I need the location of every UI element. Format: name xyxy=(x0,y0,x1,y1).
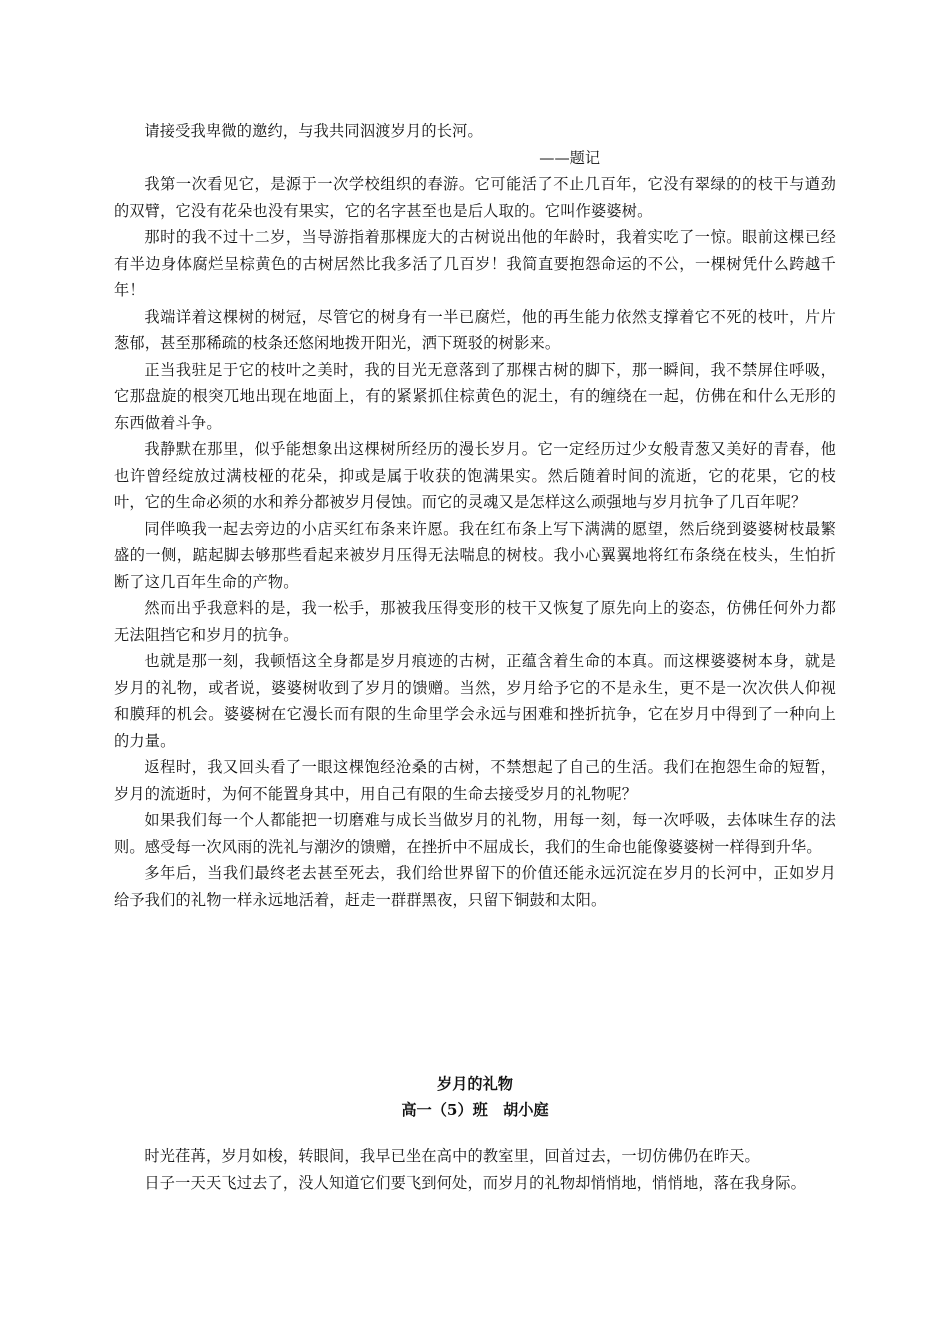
paragraph: 多年后，当我们最终老去甚至死去，我们给世界留下的价值还能永远沉淀在岁月的长河中，正如岁月给予我们的礼物一样永远地活着，赶走一群群黑夜，只留下铜鼓和太阳。 xyxy=(114,864,836,909)
paragraph: 同伴唤我一起去旁边的小店买红布条来许愿。我在红布条上写下满满的愿望，然后绕到婆婆树枝最繁盛的一侧，踮起脚去够那些看起来被岁月压得无法喘息的树枝。我小心翼翼地将红布条绕在枝头，生怕折断了这几百年生命的产物。 xyxy=(114,519,836,591)
paragraph: 正当我驻足于它的枝叶之美时，我的目光无意落到了那棵古树的脚下，那一瞬间，我不禁屏住呼吸，它那盘旋的根突兀地出现在地面上，有的紧紧抓住棕黄色的泥土，有的缠绕在一起，仿佛在和什么无形的东西做着斗争。 xyxy=(114,360,836,432)
epigraph-signature: ——题记 xyxy=(539,148,600,167)
essay-2 xyxy=(114,1143,836,1196)
paragraph: 也就是那一刻，我顿悟这全身都是岁月痕迹的古树，正蕴含着生命的本真。而这棵婆婆树本身，就是岁月的礼物，或者说，婆婆树收到了岁月的馈赠。当然，岁月给予它的不是永生，更不是一次次供人仰视和膜拜的机会。婆婆树在它漫长而有限的生命里学会永远与困难和挫折抗争，它在岁月中得到了一种向上的力量。 xyxy=(114,652,836,750)
essay-title: 岁月的礼物 xyxy=(437,1075,513,1093)
paragraph: 我第一次看见它，是源于一次学校组织的春游。它可能活了不止几百年，它没有翠绿的的枝干与遒劲的双臂，它没有花朵也没有果实，它的名字甚至也是后人取的。它叫作婆婆树。 xyxy=(114,175,836,220)
paragraph: 那时的我不过十二岁，当导游指着那棵庞大的古树说出他的年龄时，我着实吃了一惊。眼前这棵已经有半边身体腐烂呈棕黄色的古树居然比我多活了几百岁！我简直要抱怨命运的不公，一棵树凭什么跨越千年！ xyxy=(114,228,836,299)
paragraph: 时光荏苒，岁月如梭，转眼间，我早已坐在高中的教室里，回首过去，一切仿佛仍在昨天。 xyxy=(144,1147,760,1165)
paragraph: 日子一天天飞过去了，没人知道它们要飞到何处，而岁月的礼物却悄悄地，悄悄地，落在我身际。 xyxy=(144,1173,807,1192)
paragraph: 然而出乎我意料的是，我一松手，那被我压得变形的枝干又恢复了原先向上的姿态，仿佛任何外力都无法阻挡它和岁月的抗争。 xyxy=(114,599,836,644)
essay-author: 高一（5）班 胡小庭 xyxy=(401,1101,549,1119)
essay-1 xyxy=(114,118,836,913)
epigraph: 请接受我卑微的邀约，与我共同泅渡岁月的长河。 xyxy=(144,122,483,140)
paragraph: 返程时，我又回头看了一眼这棵饱经沧桑的古树，不禁想起了自己的生活。我们在抱怨生命的短暂，岁月的流逝时，为何不能置身其中，用自己有限的生命去接受岁月的礼物呢？ xyxy=(114,758,836,803)
paragraph: 如果我们每一个人都能把一切磨难与成长当做岁月的礼物，用每一刻，每一次呼吸，去体味生存的法则。感受每一次风雨的洗礼与潮汐的馈赠，在挫折中不屈成长，我们的生命也能像婆婆树一样得到升华。 xyxy=(114,811,836,856)
paragraph: 我静默在那里，似乎能想象出这棵树所经历的漫长岁月。它一定经历过少女般青葱又美好的青春，他也许曾经绽放过满枝桠的花朵，抑或是属于收获的饱满果实。然后随着时间的流逝，它的花果，它的枝叶，它的生命必须的水和养分都被岁月侵蚀。而它的灵魂又是怎样这么顽强地与岁月抗争了几百年呢？ xyxy=(114,440,836,511)
paragraph: 我端详着这棵树的树冠，尽管它的树身有一半已腐烂，他的再生能力依然支撑着它不死的枝叶，片片葱郁，甚至那稀疏的枝条还悠闲地拨开阳光，洒下斑驳的树影来。 xyxy=(114,307,836,352)
